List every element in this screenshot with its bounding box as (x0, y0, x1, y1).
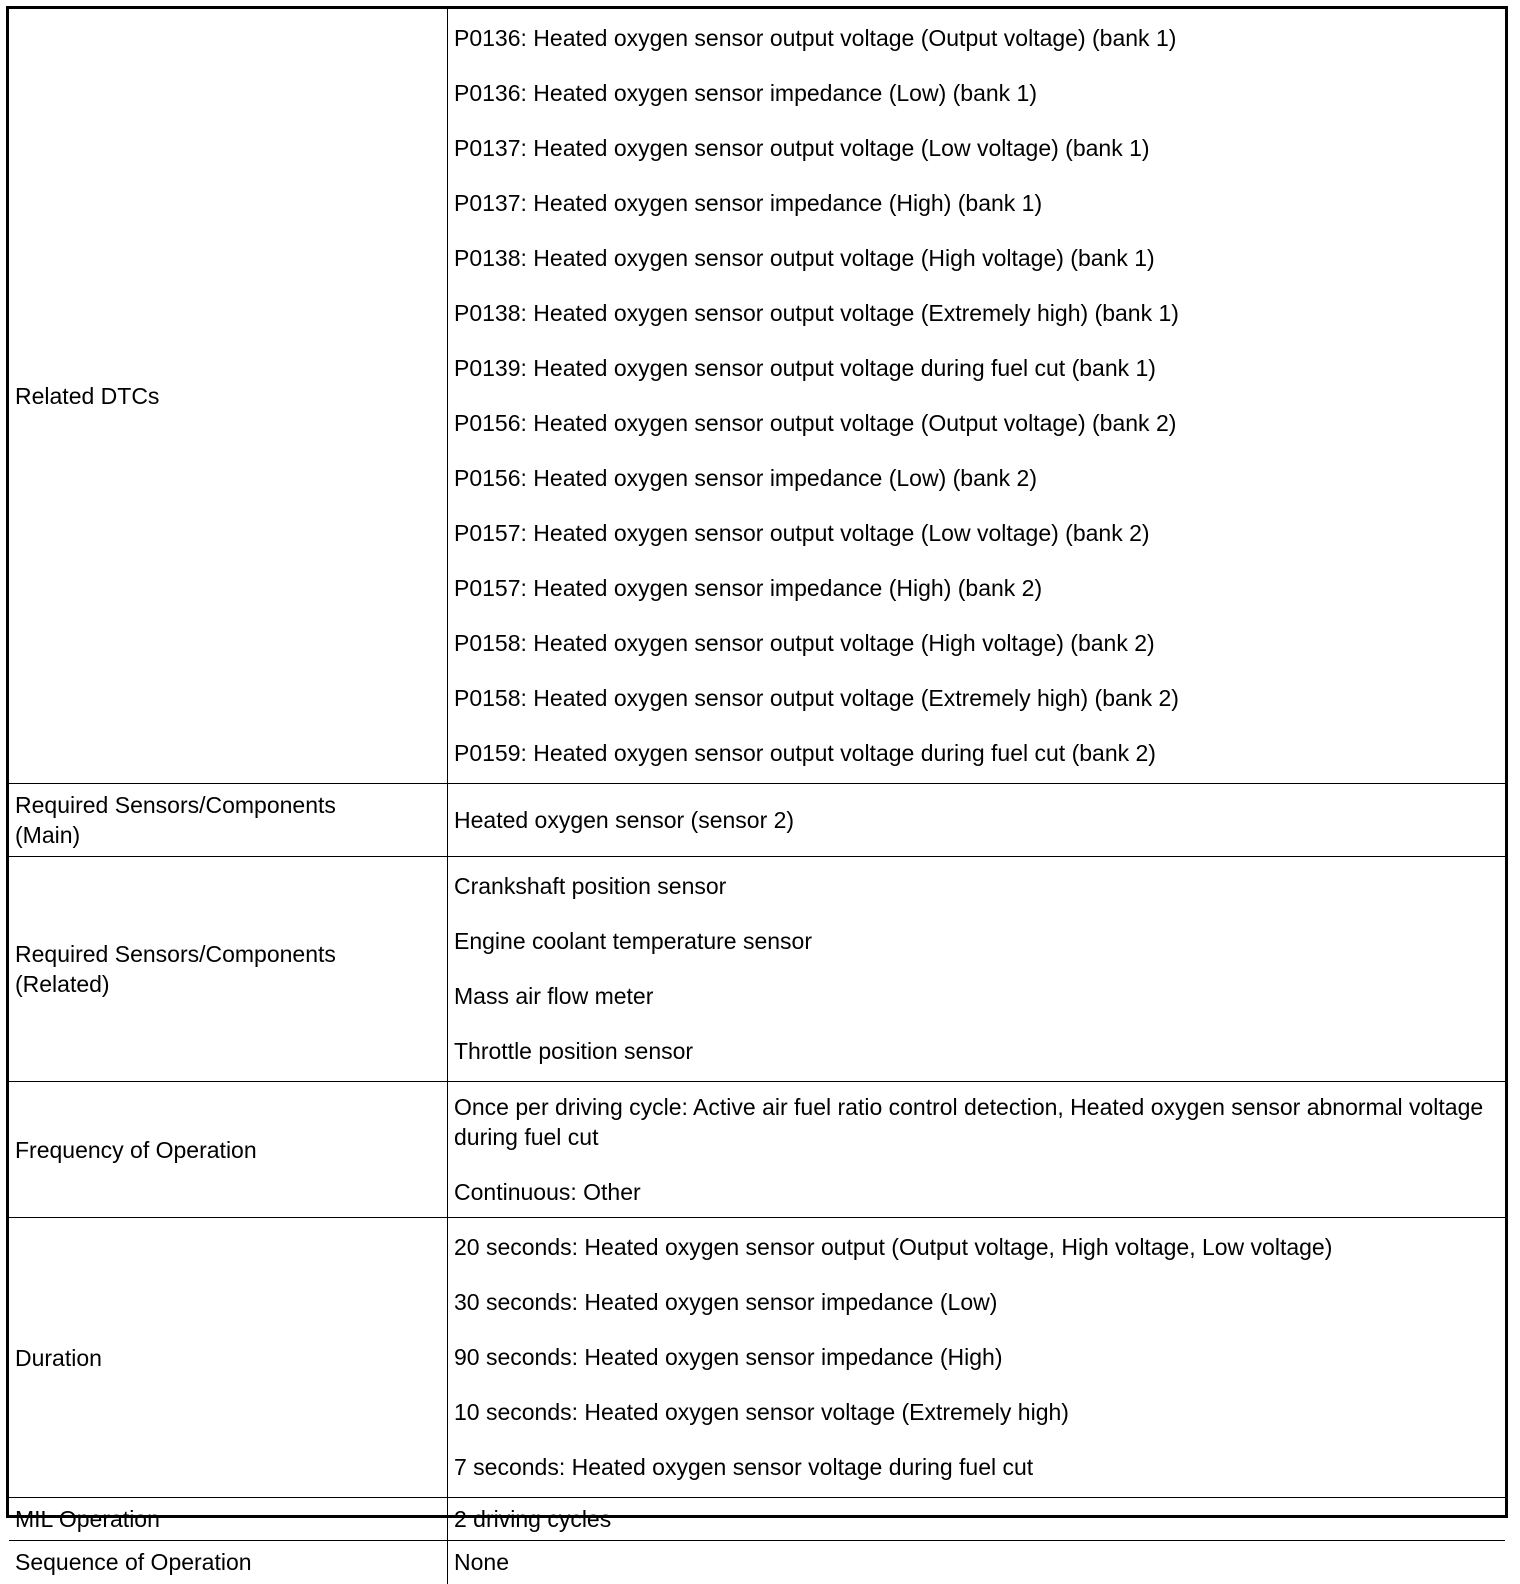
row-label: Sequence of Operation (9, 1541, 448, 1584)
row-values (448, 9, 1506, 784)
row-label (9, 857, 448, 1082)
row-values (448, 1218, 1506, 1498)
row-label-line: Required Sensors/Components (15, 792, 336, 818)
row-frequency-of-operation (9, 1082, 1505, 1218)
duration-entry: 7 seconds: Heated oxygen sensor voltage during fuel cut (454, 1454, 1034, 1480)
frequency-entry: Once per driving cycle: Active air fuel ratio control detection, Heated oxygen sensor abnormal voltage during fuel cut (454, 1094, 1484, 1150)
row-label-line: (Related) (15, 971, 110, 997)
row-values (448, 784, 1506, 857)
dtc-entry: P0156: Heated oxygen sensor impedance (Low) (bank 2) (454, 465, 1038, 491)
dtc-entry: P0137: Heated oxygen sensor impedance (High) (bank 1) (454, 190, 1043, 216)
duration-entry: 90 seconds: Heated oxygen sensor impedance (High) (454, 1344, 1003, 1370)
row-value: None (448, 1541, 1506, 1584)
dtc-entry: P0156: Heated oxygen sensor output voltage (Output voltage) (bank 2) (454, 410, 1177, 436)
row-sequence-of-operation (9, 1541, 1505, 1584)
dtc-entry: P0159: Heated oxygen sensor output voltage during fuel cut (bank 2) (454, 740, 1156, 766)
duration-entry: 20 seconds: Heated oxygen sensor output (Output voltage, High voltage, Low voltage) (454, 1234, 1333, 1260)
dtc-entry: P0158: Heated oxygen sensor output voltage (Extremely high) (bank 2) (454, 685, 1179, 711)
row-label: Duration (9, 1218, 448, 1498)
dtc-entry: P0138: Heated oxygen sensor output voltage (High voltage) (bank 1) (454, 245, 1155, 271)
row-mil-operation (9, 1498, 1505, 1541)
row-label (9, 784, 448, 857)
sensor-entry: Throttle position sensor (454, 1038, 694, 1064)
dtc-entry: P0157: Heated oxygen sensor output voltage (Low voltage) (bank 2) (454, 520, 1150, 546)
row-values (448, 1082, 1506, 1218)
dtc-entry: P0139: Heated oxygen sensor output voltage during fuel cut (bank 1) (454, 355, 1156, 381)
sensor-entry: Mass air flow meter (454, 983, 654, 1009)
row-required-sensors-related (9, 857, 1505, 1082)
dtc-entry: P0136: Heated oxygen sensor output voltage (Output voltage) (bank 1) (454, 25, 1177, 51)
frequency-entry: Continuous: Other (454, 1179, 641, 1205)
row-label: MIL Operation (9, 1498, 448, 1541)
sensor-entry: Heated oxygen sensor (sensor 2) (454, 806, 795, 833)
row-value: 2 driving cycles (448, 1498, 1506, 1541)
row-values (448, 857, 1506, 1082)
dtc-entry: P0157: Heated oxygen sensor impedance (High) (bank 2) (454, 575, 1043, 601)
row-related-dtcs (9, 9, 1505, 784)
monitor-spec-table (6, 6, 1508, 1576)
row-duration (9, 1218, 1505, 1498)
dtc-entry: P0137: Heated oxygen sensor output voltage (Low voltage) (bank 1) (454, 135, 1150, 161)
row-label: Frequency of Operation (9, 1082, 448, 1218)
duration-entry: 10 seconds: Heated oxygen sensor voltage (Extremely high) (454, 1399, 1069, 1425)
dtc-entry: P0158: Heated oxygen sensor output voltage (High voltage) (bank 2) (454, 630, 1155, 656)
spec-table (9, 9, 1505, 1584)
dtc-entry: P0136: Heated oxygen sensor impedance (Low) (bank 1) (454, 80, 1038, 106)
sensor-entry: Engine coolant temperature sensor (454, 928, 812, 954)
row-label-line: Required Sensors/Components (15, 941, 336, 967)
dtc-entry: P0138: Heated oxygen sensor output voltage (Extremely high) (bank 1) (454, 300, 1179, 326)
row-label: Related DTCs (9, 9, 448, 784)
duration-entry: 30 seconds: Heated oxygen sensor impedance (Low) (454, 1289, 998, 1315)
sensor-entry: Crankshaft position sensor (454, 873, 727, 899)
row-required-sensors-main (9, 784, 1505, 857)
row-label-line: (Main) (15, 822, 81, 848)
